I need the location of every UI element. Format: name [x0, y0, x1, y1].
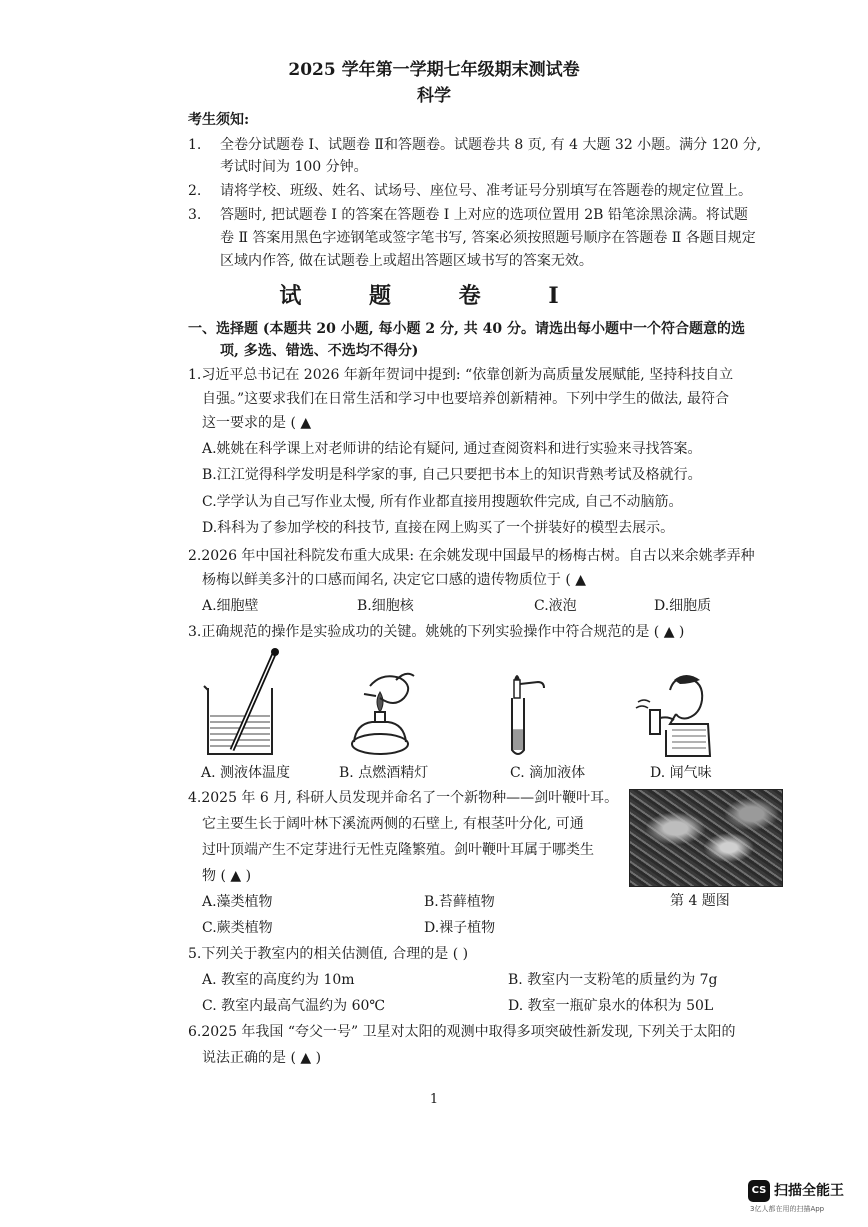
q1-stem: 自强。”这要求我们在日常生活和学习中也要培养创新精神。下列中学生的做法, 最符合 — [202, 391, 730, 407]
q5-option-c: C. 教室内最高气温约为 60℃ — [202, 998, 386, 1014]
watermark-tagline: 3亿人都在用的扫描App — [750, 1205, 825, 1213]
q1-stem: 这一要求的是 ( ▲ — [202, 415, 312, 431]
q1-option-d: D.科科为了参加学校的科技节, 直接在网上购买了一个拼装好的模型去展示。 — [202, 520, 675, 536]
q3-stem: 3.正确规范的操作是实验成功的关键。姚姚的下列实验操作中符合规范的是 ( ▲ ) — [188, 624, 685, 640]
instruction-line: 全卷分试题卷 Ⅰ、试题卷 Ⅱ和答题卷。试题卷共 8 页, 有 4 大题 32 小题。满分 120 分, — [220, 137, 762, 153]
q5-stem: 5.下列关于教室内的相关估测值, 合理的是 ( ) — [188, 946, 469, 962]
q4-figure-caption: 第 4 题图 — [670, 893, 730, 909]
q1-stem: 1.习近平总书记在 2026 年新年贺词中提到: “依靠创新为高质量发展赋能, 坚持科技自立 — [188, 367, 734, 383]
q5-option-b: B. 教室内一支粉笔的质量约为 7g — [508, 972, 718, 988]
page-number: 1 — [429, 1092, 439, 1107]
q2-option-d: D.细胞质 — [654, 598, 712, 614]
q4-stem: 它主要生长于阔叶林下溪流两侧的石壁上, 有根茎叶分化, 可通 — [202, 816, 584, 832]
q2-option-b: B.细胞核 — [357, 598, 414, 614]
q2-option-a: A.细胞壁 — [202, 598, 259, 614]
exam-title: 2025 学年第一学期七年级期末测试卷 — [288, 60, 580, 80]
q4-stem: 过叶顶端产生不定芽进行无性克隆繁殖。剑叶鞭叶耳属于哪类生 — [202, 842, 594, 858]
q4-option-a: A.藻类植物 — [202, 894, 273, 910]
instruction-line: 卷 Ⅱ 答案用黑色字迹钢笔或签字笔书写, 答案必须按照题号顺序在答题卷 Ⅱ 各题目规定 — [220, 230, 756, 246]
part1-heading-cont: 项, 多选、错选、不选均不得分) — [220, 343, 419, 359]
subject-title: 科学 — [417, 86, 451, 106]
instruction-line: 考试时间为 100 分钟。 — [220, 159, 368, 175]
q4-option-b: B.苔藓植物 — [424, 894, 495, 910]
dropper-test-tube-figure — [502, 670, 552, 760]
instruction-line: 区域内作答, 做在试题卷上或超出答题区域书写的答案无效。 — [220, 253, 593, 269]
q5-option-d: D. 教室一瓶矿泉水的体积为 50L — [508, 998, 714, 1014]
q4-stem: 4.2025 年 6 月, 科研人员发现并命名了一个新物种——剑叶鞭叶耳。 — [188, 790, 619, 806]
instruction-num: 2. — [188, 183, 202, 199]
q6-stem: 6.2025 年我国 “夸父一号” 卫星对太阳的观测中取得多项突破性新发现, 下列关于太阳的 — [188, 1024, 736, 1040]
instruction-num: 1. — [188, 137, 202, 153]
q3-caption-b: B. 点燃酒精灯 — [339, 765, 429, 781]
section-title: 试 题 卷 Ⅰ — [279, 283, 589, 309]
q2-option-c: C.液泡 — [534, 598, 577, 614]
q3-caption-d: D. 闻气味 — [650, 765, 712, 781]
q2-stem: 杨梅以鲜美多汁的口感而闻名, 决定它口感的遗传物质位于 ( ▲ — [202, 572, 587, 588]
q2-stem: 2.2026 年中国社科院发布重大成果: 在余姚发现中国最早的杨梅古树。自古以来余姚孝弄种 — [188, 548, 755, 564]
smelling-gas-figure — [630, 670, 720, 760]
fern-photo — [629, 789, 783, 887]
instructions-heading: 考生须知: — [188, 112, 250, 128]
part1-heading: 一、选择题 (本题共 20 小题, 每小题 2 分, 共 40 分。请选出每小题中一个符合题意的选 — [188, 321, 745, 337]
instruction-num: 3. — [188, 207, 202, 223]
q5-option-a: A. 教室的高度约为 10m — [202, 972, 355, 988]
alcohol-lamp-figure — [340, 668, 420, 760]
watermark-name: 扫描全能王 — [774, 1183, 844, 1199]
q4-option-c: C.蕨类植物 — [202, 920, 273, 936]
q1-option-a: A.姚姚在科学课上对老师讲的结论有疑问, 通过查阅资料和进行实验来寻找答案。 — [202, 441, 702, 457]
camscanner-logo-icon: CS — [748, 1180, 770, 1202]
instruction-line: 请将学校、班级、姓名、试场号、座位号、准考证号分别填写在答题卷的规定位置上。 — [220, 183, 752, 199]
q3-caption-c: C. 滴加液体 — [510, 765, 586, 781]
q6-stem: 说法正确的是 ( ▲ ) — [202, 1050, 322, 1066]
instruction-line: 答题时, 把试题卷 Ⅰ 的答案在答题卷 Ⅰ 上对应的选项位置用 2B 铅笔涂黑涂满。将试题 — [220, 207, 748, 223]
q1-option-b: B.江江觉得科学发明是科学家的事, 自己只要把书本上的知识背熟考试及格就行。 — [202, 467, 702, 483]
q1-option-c: C.学学认为自己写作业太慢, 所有作业都直接用搜题软件完成, 自己不动脑筋。 — [202, 494, 683, 510]
q4-stem: 物 ( ▲ ) — [202, 868, 252, 884]
q3-caption-a: A. 测液体温度 — [201, 765, 291, 781]
q4-option-d: D.裸子植物 — [424, 920, 496, 936]
thermometer-beaker-figure — [200, 646, 290, 758]
